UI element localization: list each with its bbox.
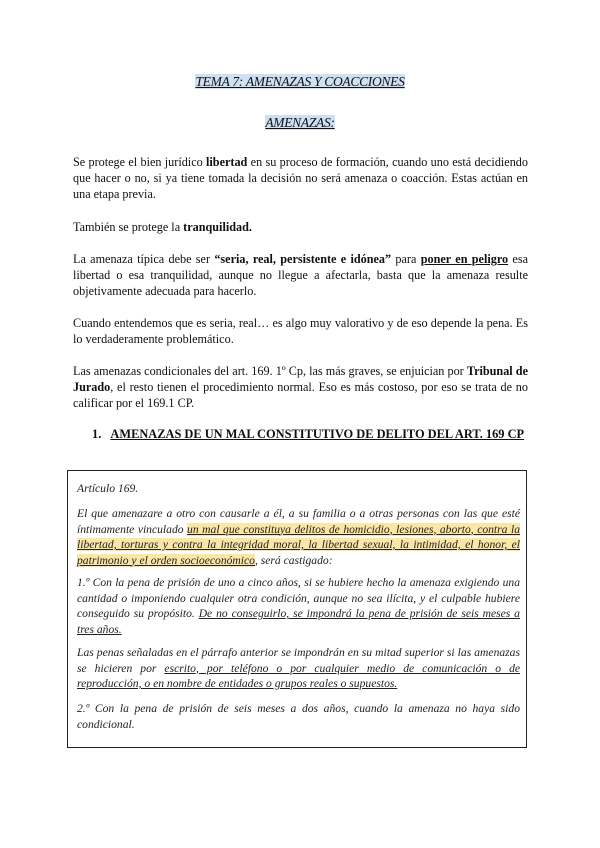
p3-bold-underlined: poner en peligro bbox=[420, 252, 509, 266]
section-subtitle bbox=[0, 115, 600, 131]
article-paragraph-1 bbox=[77, 506, 520, 568]
section-subtitle-text: AMENAZAS: bbox=[265, 115, 335, 130]
document-title bbox=[0, 74, 600, 90]
article-paragraph-4: 2.º Con la pena de prisión de seis meses a dos años, cuando la amenaza no haya sido condicional. bbox=[77, 702, 520, 731]
paragraph-condicionales bbox=[73, 363, 528, 411]
section-heading-text: AMENAZAS DE UN MAL CONSTITUTIVO DE DELITO DEL ART. 169 CP bbox=[110, 427, 525, 441]
document-title-text: TEMA 7: AMENAZAS Y COACCIONES bbox=[195, 74, 405, 89]
b2-underlined: De no conseguirlo, se impondrá la pena de prisión de seis meses a tres años. bbox=[77, 607, 520, 636]
p2-bold: tranquilidad. bbox=[183, 220, 252, 234]
p4-text: Cuando entendemos que es seria, real… es algo muy valorativo y de eso depende la pena. Es lo verdaderamente problemático. bbox=[73, 316, 528, 346]
p3-text-a: La amenaza típica debe ser bbox=[73, 252, 215, 266]
p5-bold: Tribunal de Jurado bbox=[73, 364, 528, 394]
paragraph-libertad bbox=[73, 154, 528, 202]
article-paragraph-2 bbox=[77, 575, 520, 637]
b3-text-a: Las penas señaladas en el párrafo anterior se impondrán en su mitad superior si las amenazas se hicieren por bbox=[77, 646, 520, 675]
paragraph-valorativo bbox=[73, 315, 528, 347]
article-169-box bbox=[67, 470, 527, 748]
section-heading-169 bbox=[92, 427, 532, 442]
section-number: 1. bbox=[92, 427, 102, 441]
p3-text-c: para bbox=[391, 252, 421, 266]
b2-text-a: 1.º Con la pena de prisión de uno a cinco años, si se hubiere hecho la amenaza exigiendo una cantidad o imponiendo cualquier otra condición, aunque no sea ilícita, y el culpable hubiere conseguido su propósito. bbox=[77, 576, 520, 620]
p1-text-a: Se protege el bien jurídico bbox=[73, 155, 207, 169]
paragraph-amenaza-tipica bbox=[73, 251, 528, 299]
paragraph-tranquilidad bbox=[73, 219, 528, 235]
b3-underlined: escrito, por teléfono o por cualquier medio de comunicación o de reproducción, o en nombre de entidades o grupos reales o supuestos. bbox=[77, 661, 521, 690]
p5-text-c: , el resto tienen el procedimiento normal. Eso es más costoso, por eso se trata de no calificar por el 169.1 CP. bbox=[73, 380, 528, 410]
p1-text-c: en su proceso de formación, cuando uno está decidiendo que hacer o no, si ya tiene tomada la decisión no será amenaza o coacción. Estas actúan en una etapa previa. bbox=[73, 155, 528, 201]
b1-text-c: , será castigado: bbox=[254, 553, 333, 567]
b1-highlight: un mal que constituya delitos de homicidio, lesiones, aborto, contra la libertad, torturas y contra la integridad moral, la libertad sexual, la intimidad, el honor, el patrimonio y el orden socioeconómico bbox=[77, 522, 520, 567]
p3-bold-quote: “seria, real, persistente e idónea” bbox=[214, 252, 392, 266]
p5-text-a: Las amenazas condicionales del art. 169. 1º Cp, las más graves, se enjuician por bbox=[73, 364, 467, 378]
article-title: Artículo 169. bbox=[77, 482, 139, 495]
p1-bold: libertad bbox=[206, 155, 248, 169]
article-paragraph-3 bbox=[77, 645, 520, 692]
p3-text-e: esa libertad o esa tranquilidad, aunque no llegue a afectarla, basta que la amenaza resulte objetivamente adecuada para hacerlo. bbox=[73, 252, 528, 298]
b1-text-a: El que amenazare a otro con causarle a él, a su familia o a otras personas con las que esté íntimamente vinculado bbox=[77, 507, 520, 536]
p2-text-a: También se protege la bbox=[73, 220, 184, 234]
